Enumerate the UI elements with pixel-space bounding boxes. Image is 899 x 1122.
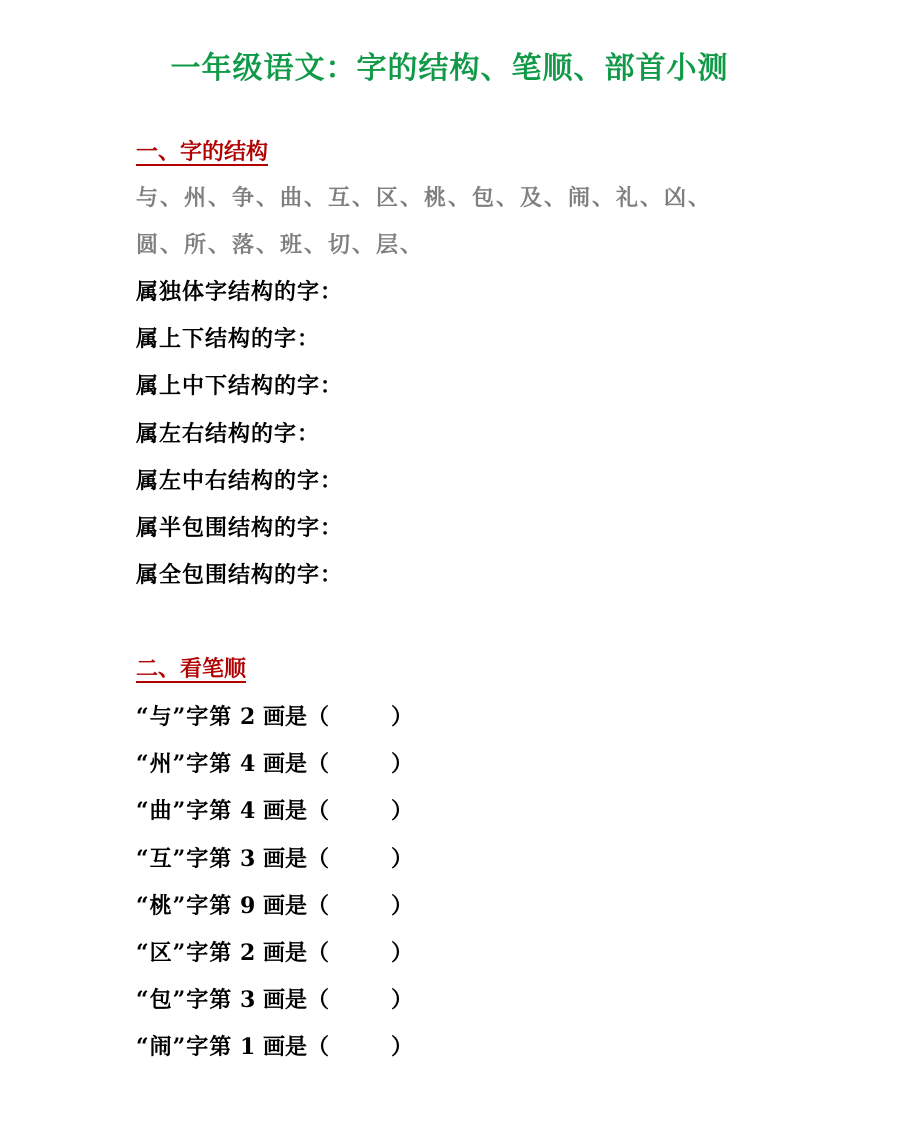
stroke-number: 3 xyxy=(239,845,256,872)
question-suffix: 画是（ xyxy=(262,704,329,730)
structure-question: 属独体字结构的字： xyxy=(136,280,344,305)
question-char: “州”字第 xyxy=(136,751,233,778)
close-paren: ） xyxy=(390,751,413,778)
structure-question: 属左中右结构的字： xyxy=(136,468,344,494)
structure-question: 属左右结构的字： xyxy=(136,421,321,447)
close-paren: ） xyxy=(390,939,413,966)
section-heading-stroke-order: 二、看笔顺 xyxy=(136,657,247,682)
question-char: “闹”字第 xyxy=(136,1034,233,1061)
question-char: “曲”字第 xyxy=(136,798,233,825)
question-char: “区”字第 xyxy=(136,939,233,966)
question-suffix: 画是（ xyxy=(262,987,329,1014)
structure-question-list xyxy=(136,278,343,608)
close-paren: ） xyxy=(390,798,413,825)
question-char: “桃”字第 xyxy=(136,892,233,919)
question-suffix: 画是（ xyxy=(262,751,329,778)
structure-question: 属上下结构的字： xyxy=(136,327,321,353)
stroke-question xyxy=(136,938,413,985)
question-suffix: 画是（ xyxy=(262,939,329,966)
stroke-number: 1 xyxy=(239,1034,256,1061)
stroke-number: 4 xyxy=(239,798,256,825)
question-char: “互”字第 xyxy=(136,845,233,872)
structure-question: 属半包围结构的字： xyxy=(136,515,344,541)
question-char: “与”字第 xyxy=(136,704,233,730)
stroke-number: 2 xyxy=(239,704,256,730)
structure-question: 属全包围结构的字： xyxy=(136,563,344,589)
close-paren: ） xyxy=(390,1034,413,1061)
stroke-number: 9 xyxy=(239,892,256,919)
close-paren: ） xyxy=(390,987,413,1014)
stroke-number: 4 xyxy=(239,751,256,778)
question-suffix: 画是（ xyxy=(262,845,329,872)
structure-question: 属上中下结构的字： xyxy=(136,374,344,400)
stroke-question xyxy=(136,702,413,749)
stroke-question xyxy=(136,985,413,1032)
stroke-question xyxy=(136,844,413,891)
page-title: 一年级语文：字的结构、笔顺、部首小测 xyxy=(170,51,729,86)
stroke-question xyxy=(136,749,413,796)
section-heading-structure: 一、字的结构 xyxy=(136,140,269,165)
close-paren: ） xyxy=(390,892,413,919)
char-list-line-1: 与、州、争、曲、互、区、桃、包、及、闹、礼、凶、 xyxy=(136,186,713,211)
stroke-question xyxy=(136,1032,413,1079)
stroke-number: 3 xyxy=(239,987,256,1014)
question-suffix: 画是（ xyxy=(262,798,329,825)
question-suffix: 画是（ xyxy=(262,892,329,919)
stroke-question-list xyxy=(136,702,413,1080)
stroke-question xyxy=(136,796,413,843)
close-paren: ） xyxy=(390,704,413,730)
close-paren: ） xyxy=(390,845,413,872)
char-list-line-2: 圆、所、落、班、切、层、 xyxy=(136,233,425,258)
stroke-question xyxy=(136,891,413,938)
question-suffix: 画是（ xyxy=(262,1034,329,1061)
question-char: “包”字第 xyxy=(136,987,233,1014)
stroke-number: 2 xyxy=(239,939,256,966)
